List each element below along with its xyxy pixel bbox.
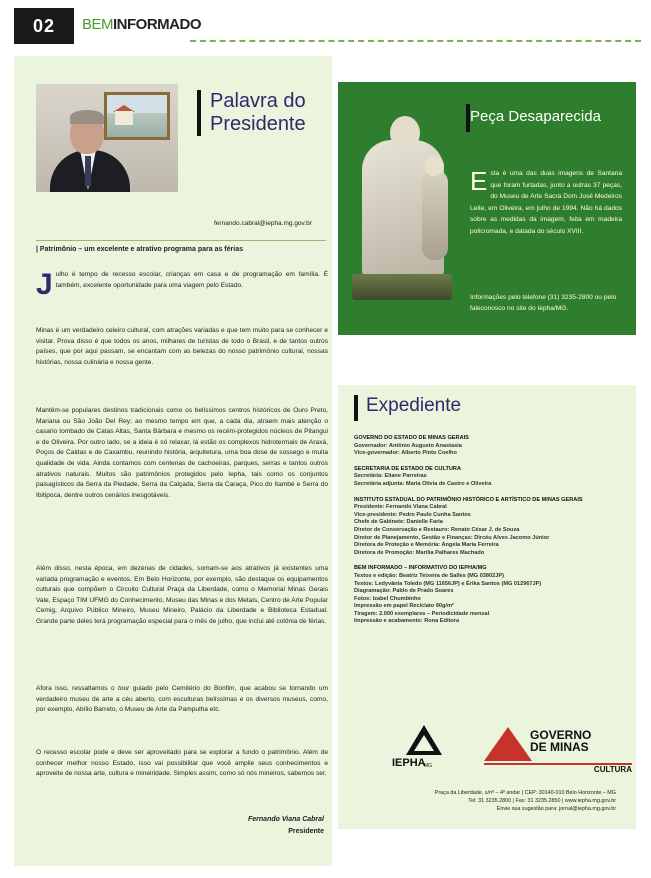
signature-name: Fernando Viana Cabral bbox=[248, 816, 324, 823]
article-subtitle bbox=[36, 246, 326, 253]
article-subtitle-text: | Patrimônio – um excelente e atrativo programa para as férias bbox=[36, 246, 243, 253]
paragraph-5: Afora isso, ressaltamos o tour guiado pelo Cemitério do Bonfim, que acabou se tornando um verdadeiro museu de arte a céu aberto, com esculturas belíssimas e os diversos museus, como, por exemplo, Abílio Barreto, o Museu de Arte da Pampulha etc. bbox=[36, 685, 328, 714]
expediente-line: Chefe de Gabinete: Danielle Faria bbox=[354, 519, 443, 526]
title-accent-bar bbox=[197, 90, 201, 136]
expediente-line: Tiragem: 2.000 exemplares – Periodicidade mensal bbox=[354, 610, 490, 617]
expediente-content bbox=[354, 435, 630, 626]
president-email: fernando.cabral@iepha.mg.gov.br bbox=[214, 220, 312, 227]
dropcap: J bbox=[36, 268, 53, 301]
expediente-line: Vice-presidente: Pedro Paulo Cunha Santos bbox=[354, 511, 471, 518]
expediente-heading: SECRETARIA DE ESTADO DE CULTURA bbox=[354, 465, 462, 472]
iepha-logo: IEPHA MG bbox=[392, 725, 454, 773]
expediente-line: Diretora de Promoção: Marília Palhares Machado bbox=[354, 549, 485, 556]
expediente-line: Impressão em papel Reciclato 90g/m² bbox=[354, 603, 454, 610]
expediente-line: Diagramação: Pablo de Prado Soares bbox=[354, 588, 454, 595]
paragraph-4: Além disso, nesta época, em dezenas de cidades, somam-se aos atrativos já existentes uma variada programação e eventos. Em Belo Horizonte, por exemplo, são destaque os equipamentos culturais que compõem o Circuito Cultural Praça da Liberdade, como o Memorial Minas Gerais Vale, Espaço TIM UFMG do Conhecimento, Museu das Minas e dos Metais, Centro de Arte Popular Cemig, Arquivo Público Mineiro, Museu Mineiro, Palácio da Liberdade e Biblioteca Estadual. Grande parte deles terá programação especial para o mês de julho, que inclui até colônia de férias. bbox=[36, 565, 328, 625]
article-title bbox=[210, 90, 306, 136]
expediente-heading: BEM INFORMADO – INFORMATIVO DO IEPHA/MG bbox=[354, 565, 487, 572]
missing-piece-body: sta é uma das duas imagens de Santana que foram furtadas, junto a outras 37 peças, do Museu de Arte Sacra Dom José Medeiros Leite, em Oliveira, em julho de 1994. Não há dados sobre as medidas da imagem, feita em madeira policromada, e datada do século XVIII. bbox=[470, 170, 622, 235]
expediente-box bbox=[338, 385, 636, 829]
expediente-line: Textos e edição: Beatriz Teixeira de Salles (MG 03802JP) bbox=[354, 572, 504, 579]
paragraph-6: O recesso escolar pode e deve ser aproveitado para se explorar a fundo o patrimônio. Além de conhecer melhor nosso Estado, isso vai possibilitar que você amplie seus conhecimentos e aproveite de nossa arte, cultura e mineiridade. Simples assim, como só nós mineiros, sabemos ser. bbox=[36, 749, 328, 778]
expediente-line: Secretária adjunta: Maria Olívia de Castro e Oliveira bbox=[354, 480, 492, 487]
expediente-title-bar bbox=[354, 395, 358, 421]
article-title-line1: Palavra do bbox=[210, 90, 306, 112]
brand-logo bbox=[82, 16, 201, 33]
expediente-line: Diretor de Conservação e Restauro: Renato César J. de Souza bbox=[354, 526, 520, 533]
expediente-line: Diretora de Proteção e Memória: Angela Maria Ferreira bbox=[354, 542, 499, 549]
header-dashed-rule bbox=[190, 40, 641, 42]
brand-part-bem: BEM bbox=[82, 16, 114, 33]
paragraph-3: Mantêm-se populares destinos tradicionais como os belíssimos centros históricos de Ouro Preto, Mariana ou São João Del Rey; ao mesmo tempo em que, a cada dia, atraem mais atenção o casario tombado de Catas Altas, Santa Bárbara e mesmo os recém-protegidos núcleos de Pitangui e de Oliveira. Por outro lado, se a ideia é só relaxar, lá estão os complexos hidrotermais de Araxá, Poços de Caldas e de Caxambu, reunindo história, arquitetura, uma boa dose de sossego e muita qualidade de vida. Ainda contamos com centenas de cachoeiras, parques, serras e tantos outros atrativos naturais. Muitos são patrimônios protegidos pelo Iepha, tais como os conjuntos paisagísticos da Serra da Piedade, Serra da Calçada, Serra da Caraça, Pico do Itambé e Serra do Ibitipoca, dentre outros cenários inesgotáveis. bbox=[36, 407, 328, 499]
paragraph-1-text: ulho é tempo de recesso escolar, crianças em casa e de programação em família. É também, excelente oportunidade para uma viagem pelo Estado. bbox=[55, 271, 328, 289]
expediente-title: Expediente bbox=[366, 395, 462, 416]
expediente-heading: INSTITUTO ESTADUAL DO PATRIMÔNIO HISTÓRICO E ARTÍSTICO DE MINAS GERAIS bbox=[354, 496, 583, 503]
missing-piece-title: Peça Desaparecida bbox=[470, 108, 601, 125]
wall-painting bbox=[104, 92, 170, 140]
page-number: 02 bbox=[14, 8, 74, 44]
signature-role: Presidente bbox=[288, 828, 324, 835]
paragraph-1 bbox=[36, 268, 328, 301]
expediente-line: Diretor de Planejamento, Gestão e Finanças: Dircéu Alves Jacomo Júnior bbox=[354, 534, 550, 541]
brand-part-informado: INFORMADO bbox=[113, 16, 202, 33]
missing-dropcap: E bbox=[470, 166, 488, 196]
expediente-line: Secretária: Eliane Parreiras bbox=[354, 473, 427, 480]
contact-address: Praça da Liberdade, s/nº – 4º andar | CEP: 30140-010 Belo Horizonte – MG Tel: 31 3235.2800 | Fax: 31 3235.2850 | www.iepha.mg.gov.br Envie sua sugestão para: jornal@iepha.mg.gov.br bbox=[434, 790, 616, 812]
expediente-line: Vice-governador: Alberto Pinto Coelho bbox=[354, 450, 457, 457]
paragraph-2: Minas é um verdadeiro celeiro cultural, com atrações variadas e que tem muito para se conhecer e visitar. Prova disso é que todos os anos, milhares de turistas de todo o Brasil, e de tantos outros países, que por aqui passam, se encantam com as belezas do nosso patrimônio cultural, nossas histórias, nossa culinária e nossa gente. bbox=[36, 327, 328, 366]
missing-piece-box bbox=[338, 82, 636, 335]
article-title-line2: Presidente bbox=[210, 113, 306, 135]
president-photo bbox=[36, 84, 178, 192]
expediente-line: Presidente: Fernando Viana Cabral bbox=[354, 504, 447, 511]
logos bbox=[392, 725, 632, 775]
page-header bbox=[0, 0, 651, 50]
expediente-line: Impressão e acabamento: Rona Editora bbox=[354, 618, 460, 625]
president-article bbox=[14, 56, 332, 866]
missing-piece-info: Informações pelo telefone (31) 3235-2800 ou pelo faleconosco no site do Iepha/MG. bbox=[470, 294, 617, 312]
missing-piece-text bbox=[470, 168, 622, 237]
expediente-line: Governador: Antônio Augusto Anastasia bbox=[354, 442, 462, 449]
expediente-line: Fotos: Izabel Chumbinho bbox=[354, 595, 421, 602]
governo-minas-logo: GOVERNO DE MINAS CULTURA bbox=[484, 725, 634, 775]
expediente-heading: GOVERNO DO ESTADO DE MINAS GERAIS bbox=[354, 435, 469, 441]
expediente-line: Textos: Ledyvânia Toledo (MG 11656JP) e Érika Santos (MG 012967JP) bbox=[354, 580, 542, 587]
santana-statue-image bbox=[344, 110, 460, 300]
